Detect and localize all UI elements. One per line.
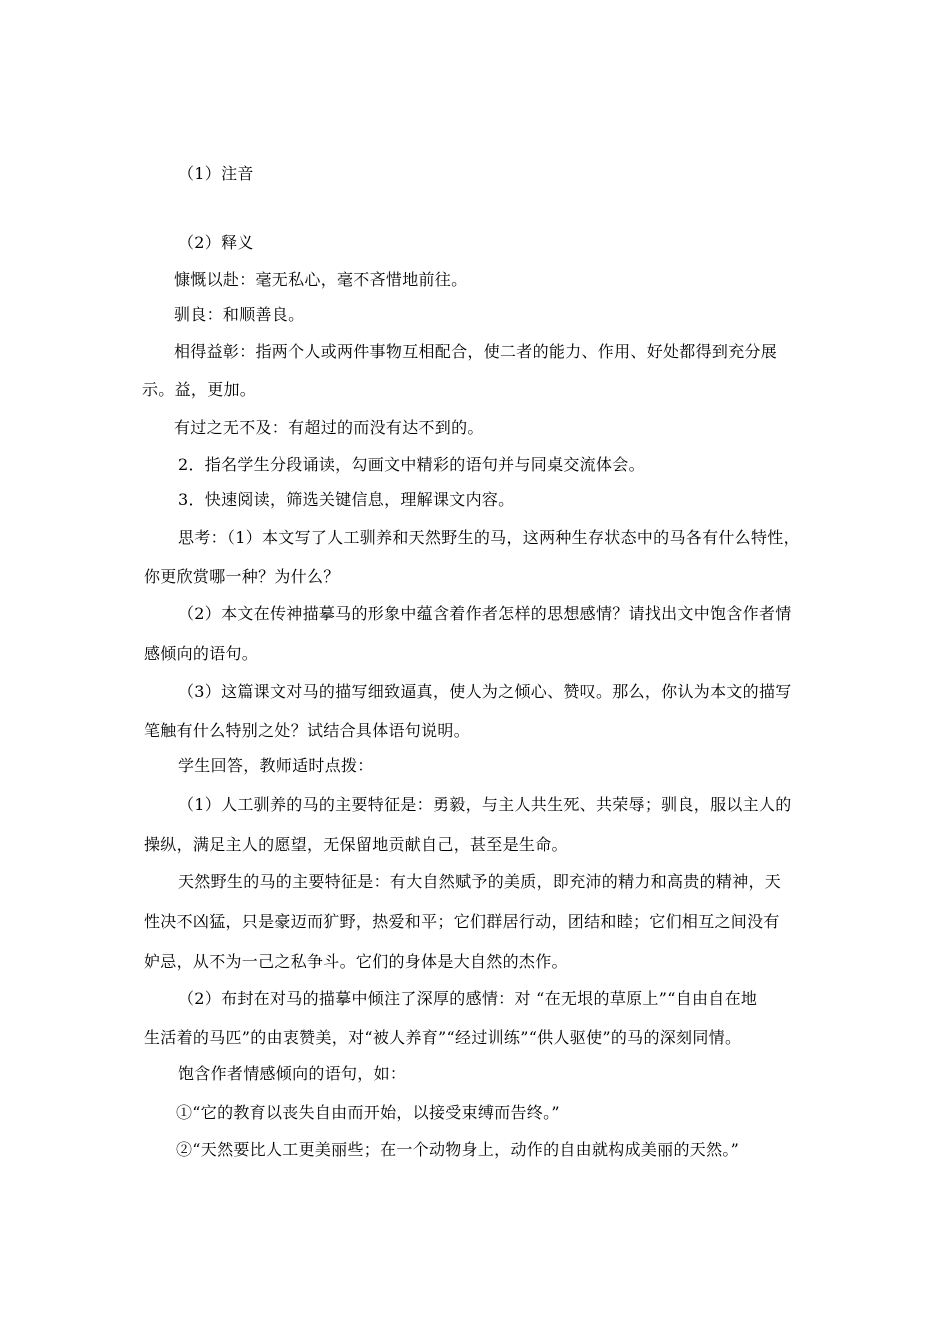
text-line: （2）布封在对马的描摹中倾注了深厚的感情：对 “在无垠的草原上”“自由自在地 [178, 989, 758, 1008]
text-line: 妒忌，从不为一己之私争斗。它们的身体是大自然的杰作。 [144, 952, 568, 971]
text-line: （2）释义 [178, 233, 254, 252]
text-line: ②“天然要比人工更美丽些；在一个动物身上，动作的自由就构成美丽的天然。” [176, 1140, 740, 1159]
text-line: 有过之无不及：有超过的而没有达不到的。 [174, 418, 484, 437]
text-line: （2）本文在传神描摹马的形象中蕴含着作者怎样的思想感情？请找出文中饱含作者情 [178, 604, 792, 623]
text-line: 慷慨以赴：毫无私心，毫不吝惜地前往。 [174, 270, 468, 289]
text-line: 生活着的马匹”的由衷赞美，对“被人养育”“经过训练”“供人驱使”的马的深刻同情。 [144, 1028, 742, 1047]
text-line: 操纵，满足主人的愿望，无保留地贡献自己，甚至是生命。 [144, 835, 568, 854]
text-line: 相得益彰：指两个人或两件事物互相配合，使二者的能力、作用、好处都得到充分展 [174, 342, 778, 361]
text-line: 天然野生的马的主要特征是：有大自然赋予的美质，即充沛的精力和高贵的精神，天 [178, 872, 782, 891]
text-line: 示。益，更加。 [142, 380, 257, 399]
text-line: （1）注音 [178, 164, 254, 183]
text-line: 性决不凶猛，只是豪迈而犷野，热爱和平；它们群居行动，团结和睦；它们相互之间没有 [144, 912, 780, 931]
text-line: 思考：（1）本文写了人工驯养和天然野生的马，这两种生存状态中的马各有什么特性， [178, 528, 800, 547]
text-line: 驯良：和顺善良。 [174, 305, 305, 324]
text-line: 2．指名学生分段诵读，勾画文中精彩的语句并与同桌交流体会。 [178, 455, 645, 474]
text-line: 笔触有什么特别之处？试结合具体语句说明。 [144, 721, 471, 740]
text-line: 感倾向的语句。 [144, 644, 259, 663]
text-line: 你更欣赏哪一种？为什么？ [144, 567, 340, 586]
text-line: 3．快速阅读，筛选关键信息，理解课文内容。 [178, 490, 515, 509]
text-line: （1）人工驯养的马的主要特征是：勇毅，与主人共生死、共荣辱；驯良，服以主人的 [178, 795, 792, 814]
text-line: 饱含作者情感倾向的语句，如： [178, 1064, 407, 1083]
text-line: ①“它的教育以丧失自由而开始，以接受束缚而告终。” [176, 1103, 560, 1122]
text-line: （3）这篇课文对马的描写细致逼真，使人为之倾心、赞叹。那么，你认为本文的描写 [178, 682, 792, 701]
text-line: 学生回答，教师适时点拨： [178, 756, 374, 775]
